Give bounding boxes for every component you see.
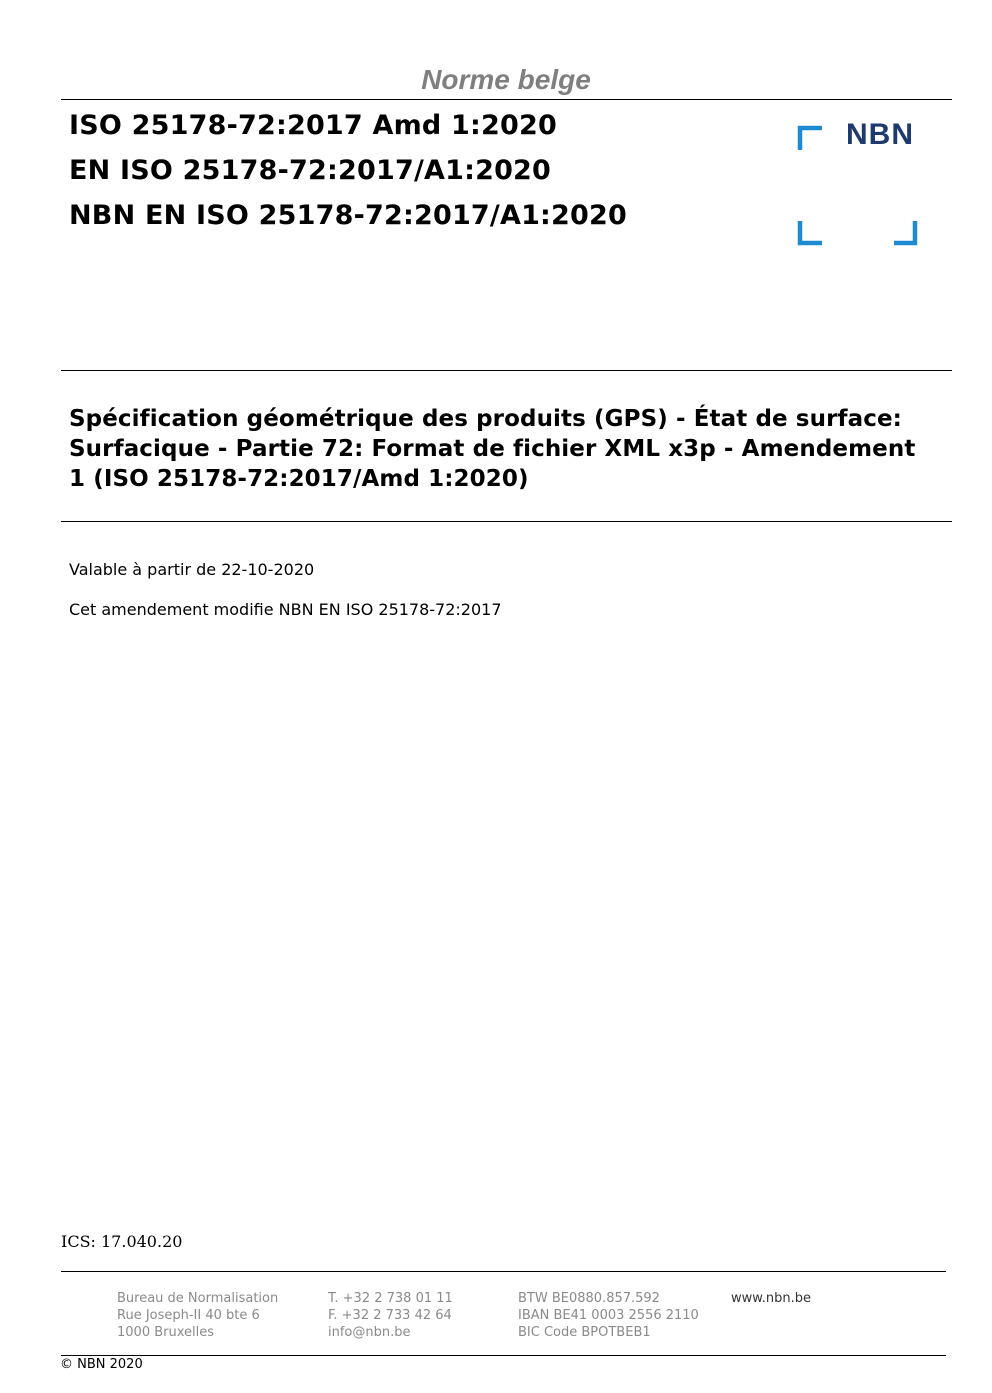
- amendment-note: Cet amendement modifie NBN EN ISO 25178-72:2017: [69, 600, 502, 619]
- title-line: Spécification géométrique des produits (GPS) - État de surface:: [69, 406, 902, 432]
- footer-bottom-divider: [61, 1355, 946, 1356]
- iban-number: IBAN BE41 0003 2556 2110: [518, 1308, 699, 1323]
- phone-number: T. +32 2 738 01 11: [328, 1291, 453, 1306]
- reference-en: EN ISO 25178-72:2017/A1:2020: [69, 155, 552, 186]
- nbn-logo-text: NBN: [846, 118, 914, 151]
- website-link[interactable]: www.nbn.be: [731, 1291, 811, 1306]
- address-line: 1000 Bruxelles: [117, 1325, 215, 1340]
- bic-code: BIC Code BPOTBEB1: [518, 1325, 651, 1340]
- footer-bank: [518, 1290, 699, 1341]
- title-line: 1 (ISO 25178-72:2017/Amd 1:2020): [69, 466, 529, 492]
- document-type-label: Norme belge: [421, 64, 591, 95]
- footer-address: [117, 1290, 278, 1341]
- title-top-divider: [61, 370, 952, 371]
- address-line: Rue Joseph-II 40 bte 6: [117, 1308, 260, 1323]
- copyright: © NBN 2020: [60, 1357, 143, 1372]
- address-line: Bureau de Normalisation: [117, 1291, 279, 1306]
- top-divider: [61, 99, 952, 100]
- footer-contact: [328, 1290, 453, 1341]
- reference-nbn: NBN EN ISO 25178-72:2017/A1:2020: [69, 200, 628, 231]
- reference-iso: ISO 25178-72:2017 Amd 1:2020: [69, 110, 557, 141]
- document-title: [69, 404, 939, 494]
- email-link[interactable]: info@nbn.be: [328, 1325, 411, 1340]
- fax-number: F. +32 2 733 42 64: [328, 1308, 452, 1323]
- footer-top-divider: [61, 1271, 946, 1272]
- vat-number: BTW BE0880.857.592: [518, 1291, 660, 1306]
- title-bottom-divider: [61, 521, 952, 522]
- ics-code: ICS: 17.040.20: [61, 1232, 183, 1251]
- title-line: Surfacique - Partie 72: Format de fichier XML x3p - Amendement: [69, 436, 916, 462]
- validity-date: Valable à partir de 22-10-2020: [69, 560, 315, 579]
